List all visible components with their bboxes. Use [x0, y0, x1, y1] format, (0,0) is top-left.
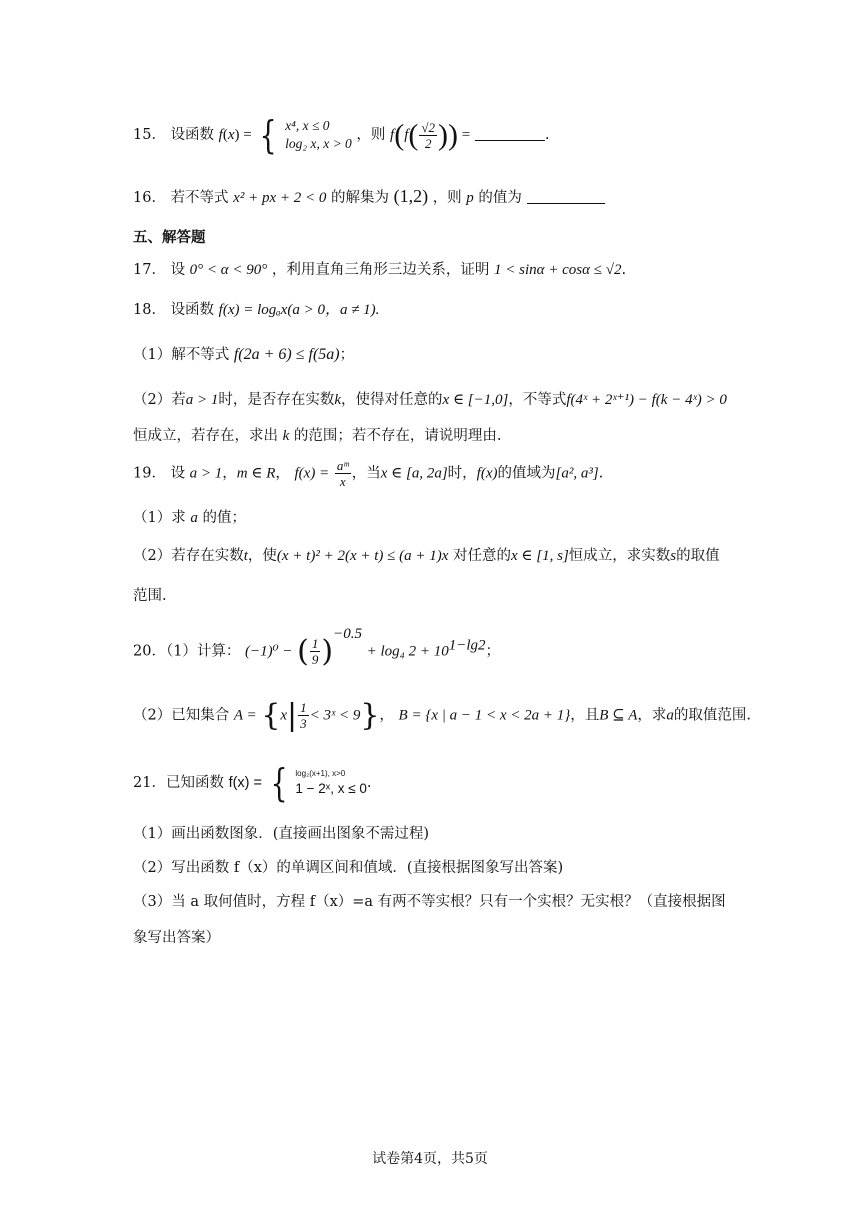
punctuation: ；: [339, 347, 355, 363]
question-text: 设函数: [170, 127, 215, 143]
question-21-part-3-line-2: 象写出答案）: [133, 930, 220, 946]
inequality: f(2a + 6) ≤ f(5a): [233, 346, 340, 363]
punctuation: .: [621, 262, 627, 278]
question-text: 时，: [447, 465, 477, 482]
question-text: 求: [171, 510, 186, 526]
question-text: 恒成立，求实数: [568, 548, 671, 564]
question-number: 15．: [133, 127, 166, 143]
inequality: f(4ˣ + 2ˣ⁺¹) − f(k − 4ˣ) > 0: [566, 392, 727, 408]
question-text: 若: [171, 392, 186, 408]
question-text: ，当: [351, 465, 381, 482]
question-18-part-2: [133, 388, 727, 409]
variable: x: [280, 707, 287, 724]
inequality: (x + t)² + 2(x + t) ≤ (a + 1)x: [276, 548, 449, 564]
question-text: ，不等式: [508, 392, 567, 408]
variable: a: [666, 707, 674, 724]
question-text: 的范围；若不存在，请说明理由.: [293, 428, 502, 444]
question-text: 的解集为: [330, 190, 389, 206]
punctuation: ，: [222, 465, 237, 482]
part-label: （1）: [133, 510, 172, 526]
piecewise-cases: [285, 117, 352, 153]
variable: p: [466, 190, 474, 206]
function-definition: f(x) = logₐx(a > 0，a ≠ 1).: [218, 302, 380, 318]
question-number: 20．: [133, 643, 166, 660]
fraction-numerator: 1: [300, 700, 307, 715]
condition: a > 1: [189, 465, 223, 482]
part-label: （2）: [133, 548, 172, 564]
question-15: [133, 113, 550, 157]
function-ref: f(x): [476, 465, 498, 482]
question-20-part-1: [133, 625, 501, 669]
subset-relation: B ⊆ A: [599, 707, 638, 724]
part-label: （1）: [133, 347, 172, 363]
question-text: ，则: [432, 190, 462, 206]
question-text: 时，是否存在实数: [218, 392, 335, 408]
punctuation: .: [598, 465, 604, 482]
exponent: 1−lg2: [448, 637, 486, 654]
fraction: [310, 636, 321, 667]
question-number: 17．: [133, 262, 166, 278]
case-1: log₂(x+1), x>0: [295, 769, 346, 778]
question-17: [133, 258, 626, 279]
question-text: 已知函数: [165, 775, 224, 791]
question-text: 的取值: [676, 548, 720, 564]
question-text: ，且: [570, 707, 600, 724]
punctuation: ；: [485, 643, 501, 660]
fraction-numerator: √2: [421, 120, 436, 136]
question-18: [133, 298, 379, 319]
condition: a > 1: [185, 392, 219, 408]
condition: m ∈ R: [236, 465, 276, 482]
fraction-numerator: aᵐ: [336, 458, 349, 473]
variable: s: [670, 548, 677, 564]
paren: (: [297, 634, 309, 669]
question-text: 的值为: [478, 190, 522, 206]
range: [a², a³]: [555, 465, 599, 482]
variable: t: [243, 548, 248, 564]
question-text: 已知集合: [171, 707, 230, 724]
question-text: 对任意的: [453, 548, 512, 564]
fraction: [298, 700, 309, 731]
question-text: ，利用直角三角形三边关系，证明: [271, 262, 490, 278]
punctuation: .: [366, 775, 372, 791]
question-text: 的值；: [202, 510, 246, 526]
question-21: [133, 761, 372, 805]
case-2: 1 − 2ˣ, x ≤ 0: [295, 781, 367, 796]
brace: {: [261, 698, 281, 733]
variable: a: [190, 510, 198, 526]
question-text: 计算：: [196, 643, 241, 660]
punctuation: ，: [275, 465, 290, 482]
punctuation: ，: [379, 707, 394, 724]
answer-blank: [527, 202, 605, 204]
question-number: 19．: [133, 465, 166, 482]
punctuation: .: [544, 127, 550, 143]
condition: 0° < α < 90°: [189, 262, 268, 278]
part-label: （1）: [165, 643, 197, 660]
question-21-part-3: （3）当 a 取何值时，方程 f（x）=a 有两不等实根？只有一个实根？无实根？（直接根据图: [133, 894, 726, 910]
inequality: < 3ˣ < 9: [309, 707, 361, 724]
exponent: −0.5: [333, 625, 362, 642]
expression: + log₄ 2 + 10: [366, 643, 449, 660]
question-text: 若不等式: [170, 190, 229, 206]
fraction-numerator: 1: [311, 636, 319, 651]
nested-function: f(f( $\frac{√2}{2}$ )) =: [390, 118, 471, 152]
case-2: log₂ x, x > 0: [285, 136, 352, 151]
variable: k: [334, 392, 342, 408]
question-number: 21．: [133, 775, 166, 791]
cases-brace: {: [259, 113, 277, 157]
question-21-part-1: （1）画出函数图象．(直接画出图象不需过程): [133, 826, 430, 842]
paren: ): [321, 634, 334, 669]
domain: x ∈ [a, 2a]: [380, 465, 448, 482]
question-19-part-2-line-2: 范围.: [133, 588, 167, 604]
cases-brace: {: [270, 761, 288, 805]
question-text: ，求: [637, 707, 667, 724]
domain: x ∈ [1, s]: [511, 548, 569, 564]
fraction: [335, 458, 351, 489]
inequality: 1 < sinα + cosα ≤ √2: [494, 262, 622, 278]
fraction-denominator: 3: [300, 716, 307, 731]
question-text: 设函数: [170, 302, 215, 318]
inequality: x² + px + 2 < 0: [233, 190, 327, 206]
part-label: （2）: [133, 392, 172, 408]
question-text: ，使: [247, 548, 277, 564]
answer-blank: [475, 139, 545, 141]
fraction-denominator: 9: [311, 652, 319, 667]
question-19: [133, 458, 603, 489]
question-19-part-1: [133, 506, 246, 527]
function-lhs: f(x) =: [228, 775, 262, 791]
part-label: （2）: [133, 707, 172, 724]
fraction-denominator: 2: [424, 136, 432, 152]
function-lhs: f(x) =: [218, 127, 252, 143]
question-16: [133, 186, 605, 207]
question-18-part-1: [133, 343, 354, 364]
question-text: 解不等式: [171, 347, 230, 363]
question-19-part-2: [133, 544, 720, 565]
fraction-denominator: x: [339, 474, 346, 489]
question-18-part-2-line-2: [133, 424, 502, 445]
variable: k: [282, 428, 290, 444]
question-number: 16．: [133, 190, 166, 206]
question-text: 的取值范围.: [673, 707, 751, 724]
question-21-part-2: （2）写出函数 f（x）的单调区间和值域．(直接根据图象写出答案): [133, 860, 564, 876]
bar: |: [286, 698, 298, 733]
function-lhs: f(x) =: [294, 465, 330, 482]
question-number: 18．: [133, 302, 166, 318]
domain: x ∈ [−1,0]: [442, 392, 509, 408]
question-text: 设: [170, 262, 186, 278]
question-text: ，使得对任意的: [341, 392, 443, 408]
expression: (−1)⁰ −: [245, 643, 293, 660]
question-20-part-2: [133, 698, 751, 733]
set-b: B = {x | a − 1 < x < 2a + 1}: [398, 707, 571, 724]
brace: }: [360, 698, 380, 733]
interval: (1,2): [393, 186, 429, 206]
question-text: 恒成立，若存在，求出: [133, 428, 278, 444]
page-footer: 试卷第4页，共5页: [372, 1151, 488, 1167]
question-text: 若存在实数: [171, 548, 244, 564]
case-1: x⁴, x ≤ 0: [285, 118, 330, 133]
piecewise-cases: [295, 768, 367, 798]
question-text: ，则: [356, 127, 386, 143]
set-a-lhs: A =: [233, 707, 257, 724]
question-text: 的值域为: [497, 465, 556, 482]
question-text: 设: [170, 465, 186, 482]
section-title: 五、解答题: [133, 229, 206, 246]
